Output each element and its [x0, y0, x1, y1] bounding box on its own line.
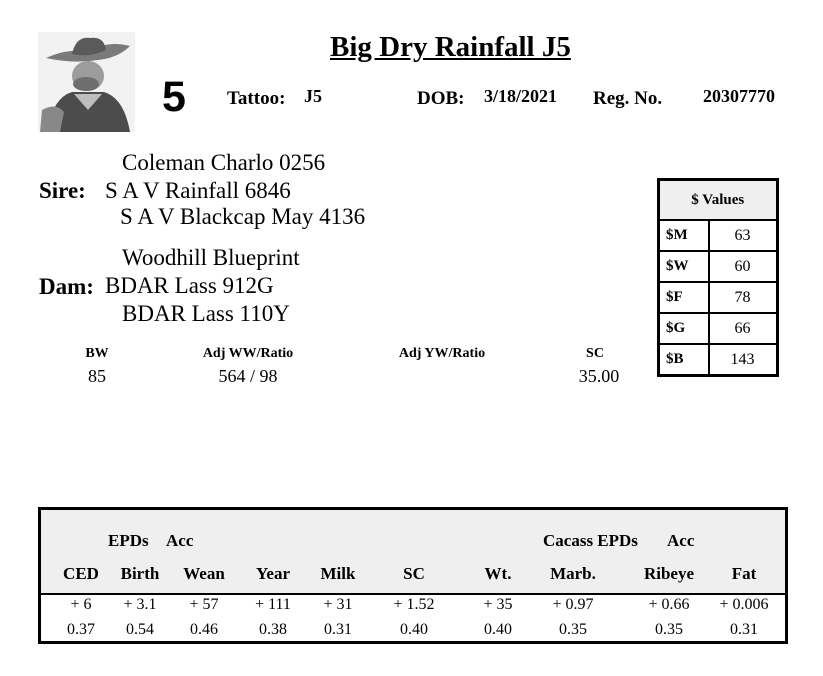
perf-label-sc: SC: [586, 346, 604, 361]
carcass-epd-group-label: Cacass EPDs: [543, 531, 638, 550]
epd-column-header: Milk: [320, 564, 356, 583]
dollar-values-header: $ Values: [659, 180, 778, 221]
epd-value: + 31: [323, 596, 353, 613]
dollar-values-table: [657, 178, 779, 377]
dam-sire: Woodhill Blueprint: [122, 245, 300, 270]
dollar-value-row: [659, 251, 778, 282]
epd-accuracy: 0.38: [259, 621, 287, 638]
perf-label-ww: Adj WW/Ratio: [202, 346, 294, 361]
dam-label: Dam:: [39, 274, 94, 299]
dob-value: 3/18/2021: [484, 86, 558, 106]
dollar-value-row: [659, 344, 778, 376]
perf-value-ww: 564 / 98: [218, 366, 278, 386]
epd-column-header: Fat: [731, 564, 757, 583]
dollar-key: $W: [659, 251, 709, 282]
epd-group-label: EPDs: [108, 531, 149, 550]
epd-column-header: Birth: [120, 564, 160, 583]
perf-value-bw: 85: [88, 366, 106, 386]
tattoo-value: J5: [304, 86, 322, 106]
epd-acc-label: Acc: [166, 531, 194, 550]
perf-label-yw: Adj YW/Ratio: [398, 346, 486, 361]
dollar-value-row: [659, 220, 778, 251]
lot-number: 5: [162, 73, 186, 121]
reg-value: 20307770: [703, 86, 775, 106]
epd-value: + 0.66: [648, 596, 690, 613]
carcass-acc-label: Acc: [667, 531, 695, 550]
sire-name: S A V Rainfall 6846: [105, 178, 291, 203]
epd-value: + 1.52: [393, 596, 435, 613]
epd-accuracy: 0.37: [67, 621, 95, 638]
epd-column-header: Marb.: [550, 564, 596, 583]
epd-accuracy: 0.40: [400, 621, 428, 638]
page-title: Big Dry Rainfall J5: [330, 31, 571, 63]
epd-column-header: Wean: [183, 564, 225, 583]
dam-dam: BDAR Lass 110Y: [122, 301, 290, 326]
epd-accuracy: 0.35: [655, 621, 683, 638]
epd-column-header: Ribeye: [643, 564, 695, 583]
dollar-value: 78: [709, 282, 778, 313]
epd-value: + 0.97: [552, 596, 594, 613]
dollar-value-row: [659, 313, 778, 344]
dollar-value-row: [659, 282, 778, 313]
dam-name: BDAR Lass 912G: [105, 273, 274, 298]
epd-value: + 0.006: [719, 596, 769, 613]
reg-label: Reg. No.: [593, 88, 663, 109]
epd-accuracy: 0.46: [190, 621, 218, 638]
epd-value: + 6: [70, 596, 92, 613]
epd-column-header: SC: [403, 564, 425, 583]
epd-accuracy: 0.40: [484, 621, 512, 638]
dollar-value: 143: [709, 344, 778, 376]
epd-column-header: Wt.: [484, 564, 512, 583]
epd-accuracy: 0.35: [559, 621, 587, 638]
epd-accuracy: 0.54: [126, 621, 154, 638]
tattoo-label: Tattoo:: [227, 88, 286, 109]
cowboy-logo-icon: [38, 32, 135, 132]
dollar-key: $M: [659, 220, 709, 251]
epd-column-header: Year: [256, 564, 290, 583]
epd-value: + 111: [255, 596, 291, 613]
perf-label-bw: BW: [85, 346, 109, 361]
sire-sire: Coleman Charlo 0256: [122, 150, 326, 175]
dollar-value: 60: [709, 251, 778, 282]
epd-accuracy: 0.31: [730, 621, 758, 638]
dollar-value: 63: [709, 220, 778, 251]
epd-value: + 35: [483, 596, 513, 613]
sire-label: Sire:: [39, 178, 86, 203]
dollar-key: $F: [659, 282, 709, 313]
epd-accuracy: 0.31: [324, 621, 352, 638]
epd-value: + 3.1: [123, 596, 157, 613]
dollar-value: 66: [709, 313, 778, 344]
perf-value-sc: 35.00: [578, 366, 620, 386]
dollar-key: $G: [659, 313, 709, 344]
dob-label: DOB:: [417, 88, 465, 109]
epd-column-header: CED: [63, 564, 99, 583]
epd-table: [38, 507, 788, 644]
dollar-key: $B: [659, 344, 709, 376]
sire-dam: S A V Blackcap May 4136: [120, 204, 366, 229]
epd-value: + 57: [189, 596, 219, 613]
